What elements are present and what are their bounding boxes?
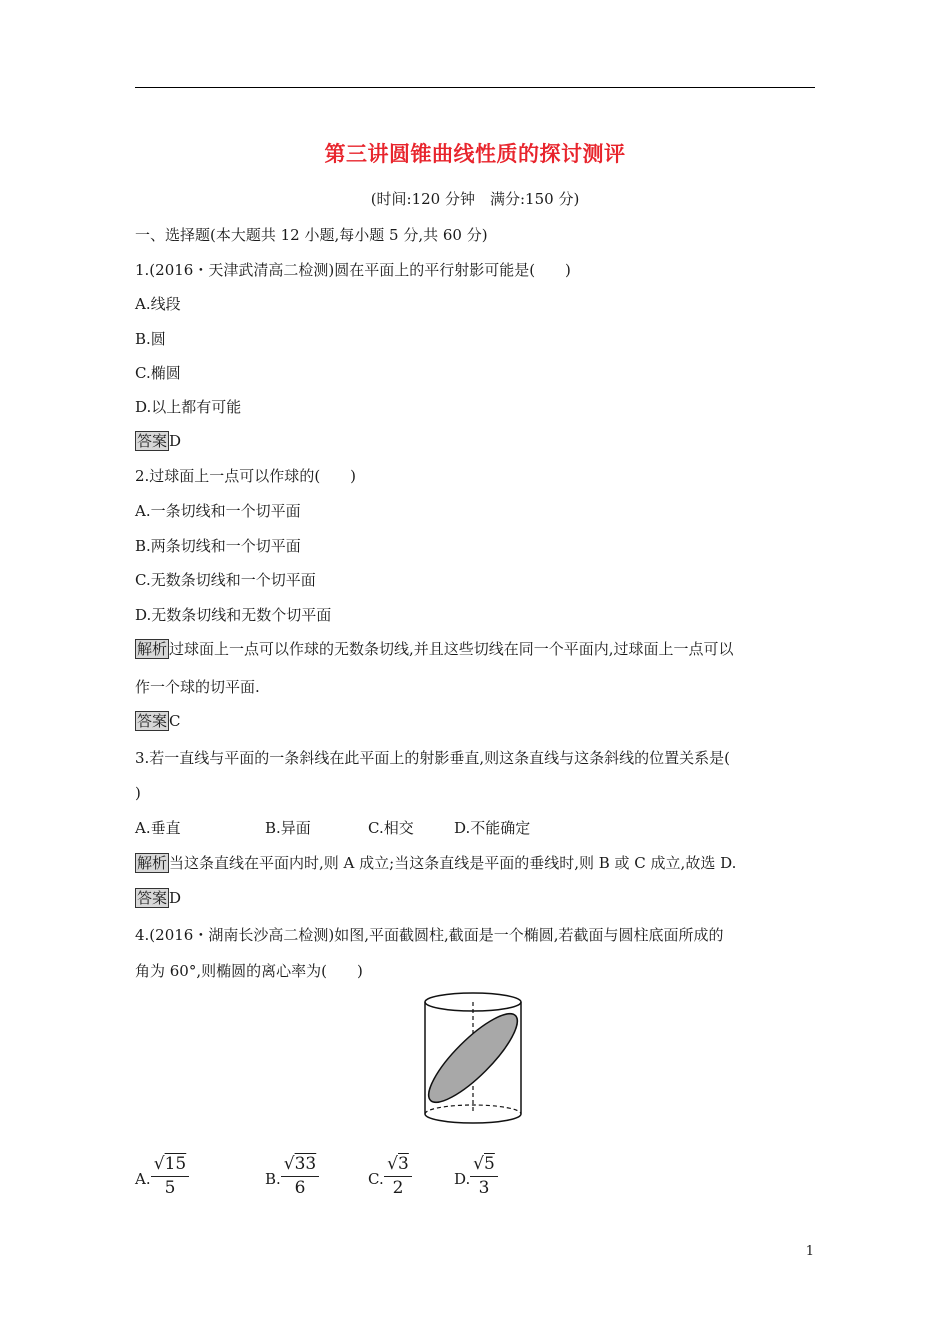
q3-analysis [135, 852, 736, 874]
answer-tag: 答案 [137, 889, 168, 907]
page-number: 1 [805, 1244, 814, 1259]
cylinder-cross-section-figure [415, 990, 535, 1126]
q4-option-a-label: A. [135, 1170, 151, 1188]
fraction-denominator: 2 [392, 1178, 404, 1198]
q2-analysis-text: 过球面上一点可以作球的无数条切线,并且这些切线在同一个平面内,过球面上一点可以 [169, 640, 734, 658]
analysis-tag: 解析 [137, 854, 168, 872]
q3-option-c: C.相交 [368, 819, 414, 837]
q4-option-a-fraction [151, 1153, 189, 1199]
q3-option-b: B.异面 [265, 819, 311, 837]
q2-option-d: D.无数条切线和无数个切平面 [135, 606, 332, 624]
q4-option-c-fraction [384, 1153, 412, 1199]
exam-meta: (时间:120 分钟 满分:150 分) [370, 190, 580, 208]
q3-analysis-text: 当这条直线在平面内时,则 A 成立;当这条直线是平面的垂线时,则 B 或 C 成立,故选 D. [169, 854, 737, 872]
fraction-denominator: 5 [164, 1178, 176, 1198]
q1-option-c: C.椭圆 [135, 364, 181, 382]
fraction-denominator: 6 [294, 1178, 306, 1198]
q1-option-b: B.圆 [135, 330, 166, 348]
q2-option-b: B.两条切线和一个切平面 [135, 537, 301, 555]
radicand: 3 [398, 1154, 409, 1174]
q2-analysis [135, 638, 734, 660]
q4-option-b-fraction [281, 1153, 319, 1199]
q1-option-a: A.线段 [135, 295, 181, 313]
q3-answer [135, 887, 181, 909]
answer-tag: 答案 [137, 712, 168, 730]
q3-answer-value: D [169, 889, 182, 907]
q1-option-d: D.以上都有可能 [135, 398, 242, 416]
q2-analysis-cont: 作一个球的切平面. [135, 678, 260, 696]
q4-option-d-label: D. [454, 1170, 471, 1188]
header-rule [135, 87, 815, 88]
q1-answer [135, 430, 181, 452]
fraction-numerator: √3 [384, 1153, 412, 1177]
q2-answer [135, 710, 181, 732]
section-heading: 一、选择题(本大题共 12 小题,每小题 5 分,共 60 分) [135, 226, 488, 244]
q2-stem: 2.过球面上一点可以作球的( ) [135, 467, 357, 485]
analysis-tag: 解析 [137, 640, 168, 658]
q3-stem-cont: ) [135, 784, 141, 802]
page-title: 第三讲圆锥曲线性质的探讨测评 [324, 142, 626, 166]
q4-option-d-fraction [470, 1153, 498, 1199]
q1-answer-value: D [169, 432, 182, 450]
q4-stem: 4.(2016・湖南长沙高二检测)如图,平面截圆柱,截面是一个椭圆,若截面与圆柱底面所成的 [135, 926, 724, 944]
radicand: 5 [484, 1154, 495, 1174]
q3-stem: 3.若一直线与平面的一条斜线在此平面上的射影垂直,则这条直线与这条斜线的位置关系是( [135, 749, 730, 767]
q4-option-c-label: C. [368, 1170, 384, 1188]
q3-option-a: A.垂直 [135, 819, 181, 837]
fraction-denominator: 3 [478, 1178, 490, 1198]
q4-option-b-label: B. [265, 1170, 281, 1188]
fraction-numerator: √33 [281, 1153, 319, 1177]
q2-answer-value: C [169, 712, 181, 730]
radicand: 15 [164, 1154, 187, 1174]
fraction-numerator: √5 [470, 1153, 498, 1177]
q1-stem: 1.(2016・天津武清高二检测)圆在平面上的平行射影可能是( ) [135, 261, 571, 279]
q4-stem-cont: 角为 60°,则椭圆的离心率为( ) [135, 962, 363, 980]
q3-option-d: D.不能确定 [454, 819, 531, 837]
cylinder-bottom-front [425, 1114, 521, 1123]
q2-option-a: A.一条切线和一个切平面 [135, 502, 301, 520]
fraction-numerator: √15 [151, 1153, 189, 1177]
radicand: 33 [294, 1154, 317, 1174]
answer-tag: 答案 [137, 432, 168, 450]
q2-option-c: C.无数条切线和一个切平面 [135, 571, 316, 589]
